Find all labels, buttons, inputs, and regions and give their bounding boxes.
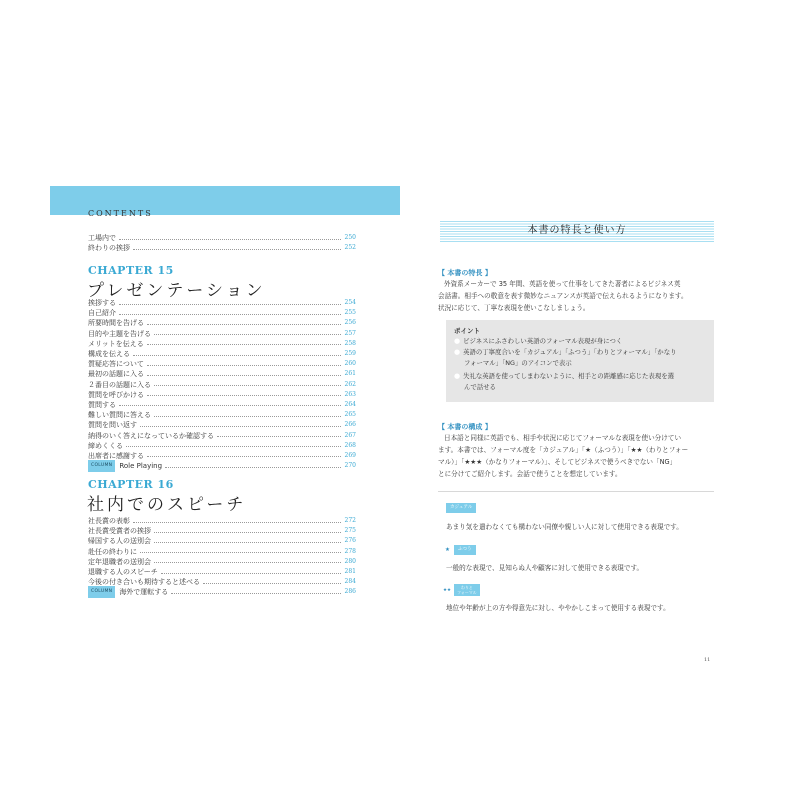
toc-entry-page: 269 xyxy=(344,451,356,459)
leader-dots xyxy=(126,446,341,447)
toc-entry[interactable] xyxy=(88,390,356,400)
toc-entry[interactable] xyxy=(88,318,356,328)
point-box xyxy=(446,320,714,402)
toc-entry-label: ２番目の話題に入る xyxy=(88,380,151,389)
toc-chapter-16-list xyxy=(88,516,356,598)
leader-dots xyxy=(203,583,341,584)
toc-entry[interactable] xyxy=(88,420,356,430)
toc-entry-label: 赴任の終わりに xyxy=(88,547,137,556)
toc-entry-label xyxy=(88,460,162,472)
toc-entry[interactable] xyxy=(88,400,356,410)
toc-entry-label: 今後の付き合いも期待すると述べる xyxy=(88,578,200,587)
toc-entry[interactable] xyxy=(88,233,356,243)
column-title: 海外で運転する xyxy=(119,588,169,597)
toc-entry[interactable] xyxy=(88,557,356,567)
toc-entry[interactable] xyxy=(88,441,356,451)
point-text: んで話せる xyxy=(464,383,496,391)
toc-column-entry[interactable] xyxy=(88,461,356,471)
leader-dots xyxy=(147,324,341,325)
tag-line: わりと xyxy=(460,585,473,590)
toc-entry-page: 250 xyxy=(344,234,356,242)
text-line: 外資系メーカーで 35 年間、英語を使って仕事をしてきた著者によるビジネス英 xyxy=(444,280,681,288)
toc-column-entry[interactable] xyxy=(88,587,356,597)
toc-entry-label xyxy=(88,586,168,598)
structure-text xyxy=(438,432,718,480)
toc-entry-label: 締めくくる xyxy=(88,441,123,450)
page-number: 11 xyxy=(704,657,711,663)
point-item xyxy=(454,336,710,347)
point-item xyxy=(454,347,710,358)
toc-entry-page: 272 xyxy=(344,517,356,525)
leader-dots xyxy=(140,426,341,427)
leader-dots xyxy=(133,522,341,523)
toc-entry-page: 262 xyxy=(344,380,356,388)
toc-entry-label: 難しい質問に答える xyxy=(88,411,151,420)
toc-entry-label: 納得のいく答えになっているか確認する xyxy=(88,431,214,440)
text-line: 会話書。相手への敬意を表す微妙なニュアンスが英語で伝えられるようになります。 xyxy=(438,292,688,300)
bullet-icon: ● xyxy=(454,372,461,380)
fairly-formal-description: 地位や年齢が上の方や得意先に対し、ややかしこまって使用する表現です。 xyxy=(446,604,670,612)
fairly-formal-tag xyxy=(454,584,480,596)
bullet-icon: ● xyxy=(454,337,461,345)
toc-entry-label: 最初の話題に入る xyxy=(88,370,144,379)
toc-entry-label: 質問を問い返す xyxy=(88,421,137,430)
toc-entry-page: 264 xyxy=(344,400,356,408)
chapter-title: 社内でのスピーチ xyxy=(87,495,247,515)
toc-entry[interactable] xyxy=(88,536,356,546)
toc-entry-label: 質問を呼びかける xyxy=(88,390,144,399)
toc-entry-label: 社長賞受賞者の挨拶 xyxy=(88,527,151,536)
toc-entry-label: 目的や主題を告げる xyxy=(88,329,151,338)
toc-chapter-15-list xyxy=(88,298,356,471)
structure-heading: 【 本書の構成 】 xyxy=(438,423,492,431)
toc-entry-label: 社長賞の表彰 xyxy=(88,517,130,526)
star-icon: ★★ xyxy=(443,588,452,593)
leader-dots xyxy=(147,375,341,376)
leader-dots xyxy=(119,405,341,406)
casual-tag: カジュアル xyxy=(446,503,476,513)
leader-dots xyxy=(119,239,341,240)
toc-entry-page: 266 xyxy=(344,421,356,429)
toc-entry-page: 286 xyxy=(344,588,356,596)
features-heading: 【 本書の特長 】 xyxy=(438,269,492,277)
point-item xyxy=(454,358,720,369)
leader-dots xyxy=(154,385,341,386)
casual-description: あまり気を遣わなくても構わない同僚や親しい人に対して使用できる表現です。 xyxy=(446,523,683,531)
chapter-title: プレゼンテーション xyxy=(87,281,266,301)
leader-dots xyxy=(217,436,341,437)
toc-entry-page: 276 xyxy=(344,537,356,545)
toc-entry-label: 工場内で xyxy=(88,234,116,243)
tag-line: フォーマル xyxy=(457,590,477,595)
toc-entry-page: 259 xyxy=(344,350,356,358)
leader-dots xyxy=(154,416,341,417)
contents-label: CONTENTS xyxy=(88,209,153,218)
star-icon: ★ xyxy=(445,547,450,553)
point-text: フォーマル」「NG」のアイコンで表示 xyxy=(464,359,572,367)
toc-entry-page: 278 xyxy=(344,547,356,555)
toc-entry-page: 252 xyxy=(344,244,356,252)
toc-entry[interactable] xyxy=(88,547,356,557)
features-text xyxy=(438,278,718,314)
leader-dots xyxy=(154,334,341,335)
toc-entry[interactable] xyxy=(88,359,356,369)
toc-entry-page: 281 xyxy=(344,568,356,576)
toc-entry[interactable] xyxy=(88,243,356,253)
toc-entry-label: 質疑応答について xyxy=(88,360,144,369)
toc-entry-page: 256 xyxy=(344,319,356,327)
toc-entry-page: 263 xyxy=(344,390,356,398)
column-badge: COLUMN xyxy=(88,460,115,472)
leader-dots xyxy=(147,365,341,366)
toc-entry-page: 275 xyxy=(344,527,356,535)
toc-entry-label: 退職する人のスピーチ xyxy=(88,568,158,577)
toc-entry[interactable] xyxy=(88,298,356,308)
text-line: 状況に応じて、丁寧な表現を使いこなしましょう。 xyxy=(438,304,590,312)
toc-entry-page: 257 xyxy=(344,329,356,337)
toc-entry[interactable] xyxy=(88,430,356,440)
leader-dots xyxy=(119,304,341,305)
text-line: マル）」「★★★（かなりフォーマル）」、そしてビジネスで使うべきでない「NG」 xyxy=(438,458,677,466)
normal-tag: ふつう xyxy=(454,545,476,555)
point-text: 失礼な英語を使ってしまわないように、相手との距離感に応じた表現を選 xyxy=(463,372,674,380)
text-line: 日本語と同様に英語でも、相手や状況に応じてフォーマルな表現を使い分けてい xyxy=(444,434,682,442)
toc-entry-label: 構成を伝える xyxy=(88,350,130,359)
point-title: ポイント xyxy=(454,327,480,335)
point-item xyxy=(454,371,710,382)
section-divider xyxy=(438,491,714,492)
toc-entry-page: 258 xyxy=(344,339,356,347)
leader-dots xyxy=(133,249,341,250)
toc-entry-page: 268 xyxy=(344,441,356,449)
toc-entry[interactable] xyxy=(88,369,356,379)
column-badge: COLUMN xyxy=(88,586,115,598)
leader-dots xyxy=(147,344,341,345)
leader-dots xyxy=(147,395,341,396)
toc-entry-page: 265 xyxy=(344,411,356,419)
leader-dots xyxy=(154,532,341,533)
leader-dots xyxy=(147,456,341,457)
toc-entry-label: 出席者に感謝する xyxy=(88,451,144,460)
toc-entry[interactable] xyxy=(88,516,356,526)
leader-dots xyxy=(171,593,341,594)
toc-entry-label: 所要時間を告げる xyxy=(88,319,144,328)
leader-dots xyxy=(154,542,341,543)
toc-entry-page: 280 xyxy=(344,557,356,565)
bullet-icon: ● xyxy=(454,348,461,356)
toc-entry[interactable] xyxy=(88,410,356,420)
leader-dots xyxy=(154,562,341,563)
point-item xyxy=(454,382,720,393)
chapter-number: CHAPTER 16 xyxy=(88,478,174,491)
toc-entry[interactable] xyxy=(88,526,356,536)
leader-dots xyxy=(119,314,341,315)
toc-entry[interactable] xyxy=(88,329,356,339)
normal-description: 一般的な表現で、見知らぬ人や顧客に対して使用できる表現です。 xyxy=(446,564,644,572)
text-line: とに分けてご紹介します。会話で使うことを想定しています。 xyxy=(438,470,622,478)
toc-entry[interactable] xyxy=(88,567,356,577)
toc-entry-page: 255 xyxy=(344,309,356,317)
toc-entry[interactable] xyxy=(88,308,356,318)
toc-pre-list xyxy=(88,233,356,253)
toc-entry-page: 261 xyxy=(344,370,356,378)
toc-entry-page: 267 xyxy=(344,431,356,439)
toc-entry-page: 260 xyxy=(344,360,356,368)
leader-dots xyxy=(161,573,341,574)
toc-entry[interactable] xyxy=(88,339,356,349)
toc-entry-page: 254 xyxy=(344,299,356,307)
leader-dots xyxy=(165,467,341,468)
text-line: ます。本書では、フォーマル度を「カジュアル」「★（ふつう）」「★★（わりとフォー xyxy=(438,446,689,454)
leader-dots xyxy=(140,552,341,553)
toc-entry-label: 帰国する人の送別会 xyxy=(88,537,151,546)
page-title: 本書の特長と使い方 xyxy=(527,225,627,236)
toc-entry-label: 定年退職者の送別会 xyxy=(88,557,151,566)
toc-entry-label: 挨拶する xyxy=(88,299,116,308)
point-text: 英語の丁寧度合いを「カジュアル」「ふつう」「わりとフォーマル」「かなり xyxy=(463,348,677,356)
toc-entry-page: 284 xyxy=(344,578,356,586)
toc-entry-label: 質問する xyxy=(88,400,116,409)
toc-entry-label: 終わりの挨拶 xyxy=(88,244,130,253)
toc-entry[interactable] xyxy=(88,380,356,390)
toc-entry-page: 270 xyxy=(344,462,356,470)
leader-dots xyxy=(133,355,341,356)
point-text: ビジネスにふさわしい英語のフォーマル表現が身につく xyxy=(463,337,623,345)
column-title: Role Playing xyxy=(119,462,163,471)
toc-entry-label: メリットを伝える xyxy=(88,339,144,348)
toc-entry[interactable] xyxy=(88,349,356,359)
toc-entry-label: 自己紹介 xyxy=(88,309,116,318)
chapter-number: CHAPTER 15 xyxy=(88,264,174,277)
